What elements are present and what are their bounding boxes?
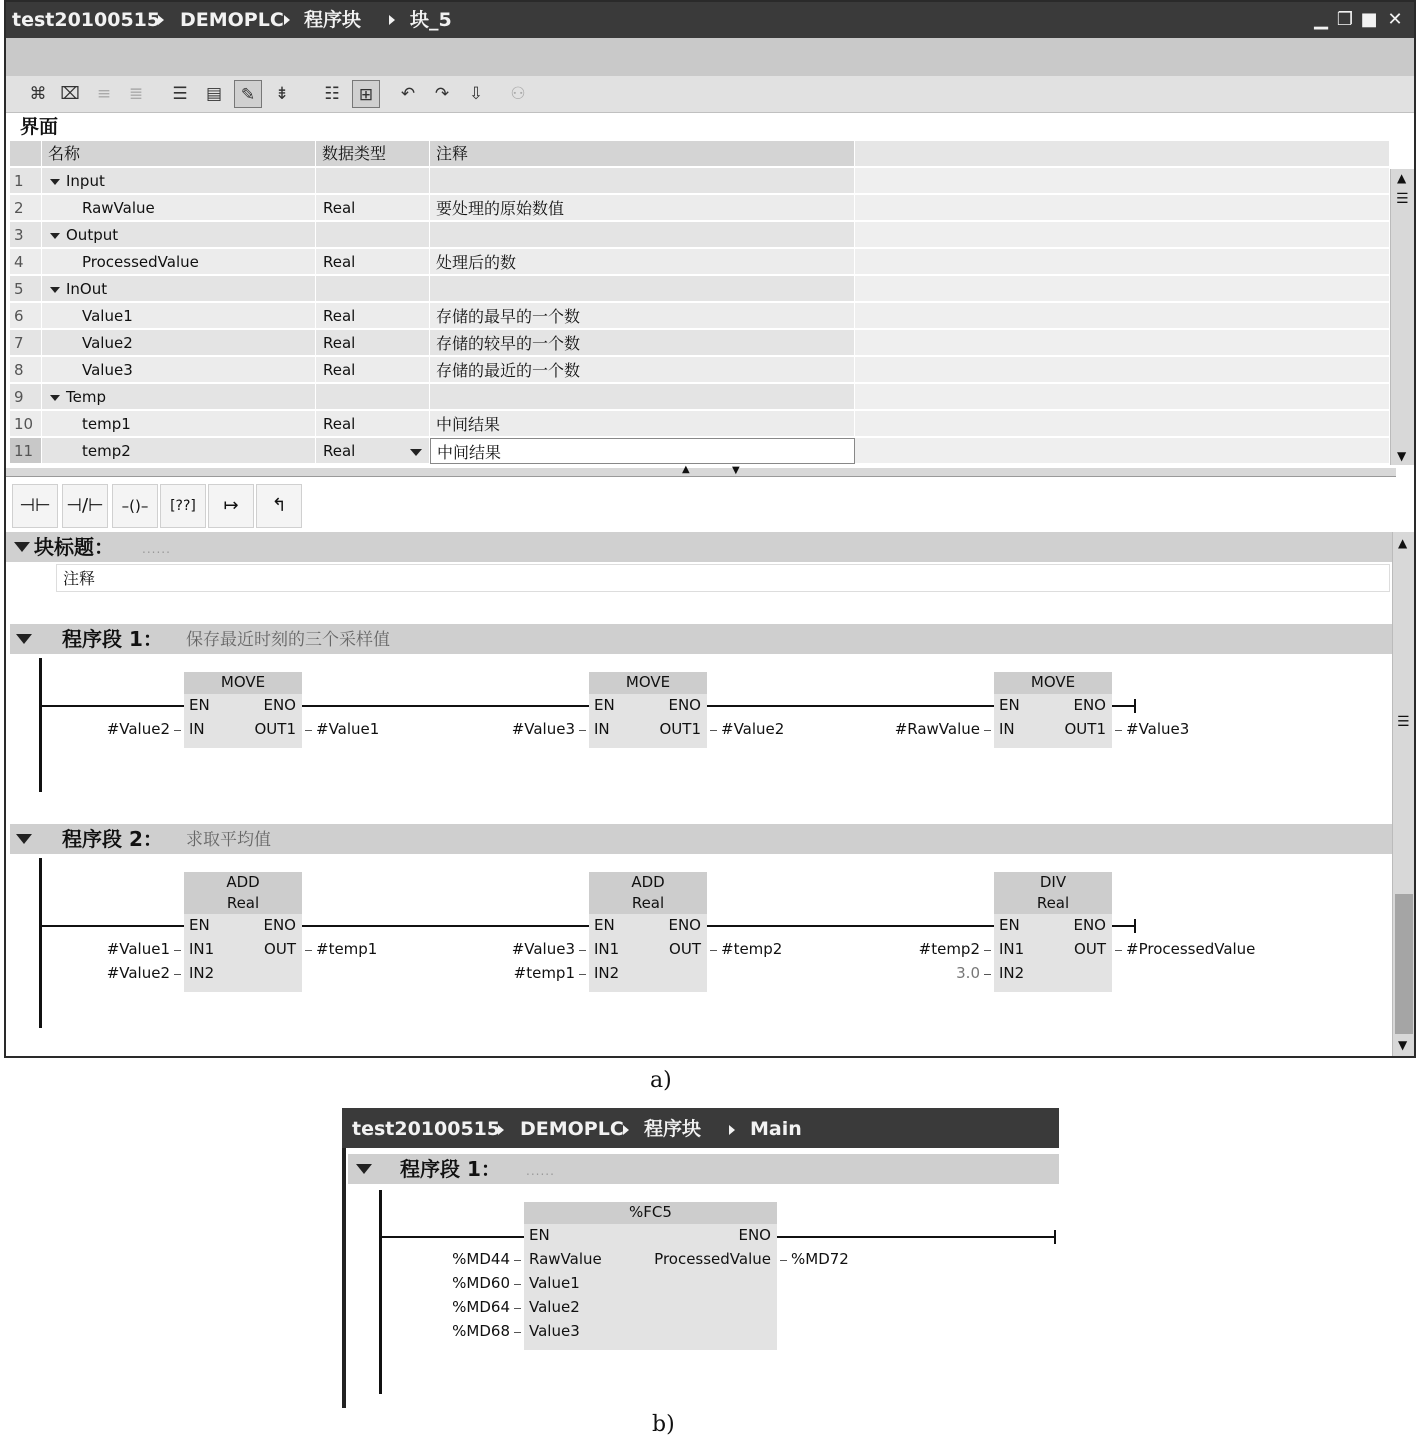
type-cell[interactable]: Real xyxy=(316,303,430,329)
input-operand[interactable]: #temp2 xyxy=(918,940,980,958)
function-block[interactable] xyxy=(452,1202,849,1350)
expand-triangle-icon[interactable] xyxy=(50,233,60,239)
row-number: 4 xyxy=(10,249,42,275)
output-pin: OUT xyxy=(669,940,701,958)
output-pin: OUT1 xyxy=(254,720,296,738)
block-type: MOVE xyxy=(1030,673,1076,691)
operand-dash xyxy=(579,730,586,731)
operand-dash xyxy=(305,950,312,951)
block-header xyxy=(184,672,302,694)
operand-dash xyxy=(174,950,181,951)
scroll-up-icon[interactable]: ▲ xyxy=(1397,171,1407,185)
wire-end xyxy=(1134,699,1136,713)
empty-cell xyxy=(855,168,1390,194)
block-datatype: Real xyxy=(226,894,260,912)
breadcrumb-separator-icon xyxy=(623,1125,629,1135)
block-datatype: Real xyxy=(1036,894,1070,912)
input-pin: IN2 xyxy=(999,964,1025,982)
splitter[interactable] xyxy=(6,464,1396,477)
empty-cell xyxy=(855,303,1390,329)
network-comment[interactable]: 求取平均值 xyxy=(186,830,271,850)
expand-triangle-icon[interactable] xyxy=(50,395,60,401)
close-branch-icon[interactable]: ↰ xyxy=(256,484,302,528)
row-number: 7 xyxy=(10,330,42,356)
empty-cell xyxy=(855,411,1390,437)
input-operand[interactable]: #RawValue xyxy=(894,720,980,738)
input-operand[interactable]: %MD60 xyxy=(452,1274,510,1292)
power-flow-wire xyxy=(302,705,589,707)
row-number: 8 xyxy=(10,357,42,383)
interface-scrollbar[interactable] xyxy=(1390,169,1415,465)
operand-dash xyxy=(514,1260,521,1261)
table-row[interactable] xyxy=(10,303,1390,330)
input-operand[interactable]: #Value3 xyxy=(511,940,575,958)
variable-name: temp1 xyxy=(82,415,131,433)
type-cell[interactable]: Real xyxy=(316,249,430,275)
power-flow-wire xyxy=(302,925,589,927)
breadcrumb-program-blocks[interactable]: 程序块 xyxy=(304,9,362,31)
comment-cell[interactable]: 中间结果 xyxy=(430,438,855,464)
editor-scroll-up-icon[interactable]: ▲ xyxy=(1398,536,1408,550)
output-operand[interactable]: #Value3 xyxy=(1126,720,1190,738)
operand-dash xyxy=(514,1308,521,1309)
editor-scrollbar[interactable] xyxy=(1392,532,1415,1056)
breadcrumb-block[interactable]: 块_5 xyxy=(410,9,452,31)
favorites-icon[interactable]: ☷ xyxy=(324,84,340,104)
collapse-network-icon[interactable] xyxy=(16,834,32,844)
output-operand[interactable]: #Value1 xyxy=(316,720,380,738)
power-flow-wire xyxy=(707,705,994,707)
breadcrumb-separator-icon xyxy=(729,1125,735,1135)
output-operand[interactable]: #temp2 xyxy=(721,940,783,958)
name-cell[interactable] xyxy=(42,438,316,464)
coil-icon[interactable]: –()– xyxy=(112,484,158,528)
output-operand[interactable]: #ProcessedValue xyxy=(1126,940,1256,958)
input-operand[interactable]: #temp1 xyxy=(513,964,575,982)
empty-cell xyxy=(855,384,1390,410)
window-b-left-border xyxy=(342,1148,346,1408)
editor-scroll-menu-icon[interactable]: ☰ xyxy=(1397,714,1410,730)
block-header xyxy=(994,672,1112,694)
input-operand[interactable]: #Value2 xyxy=(106,720,170,738)
block-header xyxy=(524,1202,777,1224)
input-pin: IN xyxy=(594,720,610,738)
comment-cell[interactable] xyxy=(430,168,855,194)
name-cell[interactable] xyxy=(42,411,316,437)
breadcrumb-separator-icon xyxy=(389,15,395,25)
operand-dash xyxy=(1115,950,1122,951)
table-row[interactable] xyxy=(10,276,1390,303)
operand-dash xyxy=(1115,730,1122,731)
operand-dash xyxy=(579,974,586,975)
wire-end-b xyxy=(1054,1230,1056,1244)
collapse-network-icon[interactable] xyxy=(356,1164,372,1174)
power-rail xyxy=(39,658,42,792)
input-pin: IN1 xyxy=(189,940,215,958)
output-pin: OUT1 xyxy=(659,720,701,738)
breadcrumb-separator-icon xyxy=(284,15,290,25)
operand-dash xyxy=(710,950,717,951)
function-block[interactable] xyxy=(918,872,1256,992)
input-pin: IN xyxy=(189,720,205,738)
variable-name: Value1 xyxy=(82,307,133,325)
output-operand[interactable]: #Value2 xyxy=(721,720,785,738)
type-cell[interactable]: Real xyxy=(316,195,430,221)
input-pin: IN1 xyxy=(594,940,620,958)
operand-dash xyxy=(984,950,991,951)
power-flow-wire xyxy=(1112,705,1134,707)
comment-cell[interactable]: 要处理的原始数值 xyxy=(430,195,855,221)
absolute-operands-icon[interactable]: ⇟ xyxy=(274,84,290,104)
input-pin: EN xyxy=(529,1226,550,1244)
network-label-b: 程序段 1： xyxy=(400,1157,501,1181)
operand-dash xyxy=(780,1260,787,1261)
empty-cell xyxy=(855,195,1390,221)
comment-cell[interactable] xyxy=(430,222,855,248)
input-operand[interactable]: %MD68 xyxy=(452,1322,510,1340)
type-cell[interactable] xyxy=(316,276,430,302)
output-pin: OUT1 xyxy=(1064,720,1106,738)
contact-no-icon[interactable]: ⊣⊢ xyxy=(12,484,58,528)
breadcrumb-project[interactable]: test20100515 xyxy=(12,9,161,31)
input-pin: IN2 xyxy=(594,964,620,982)
network-bar-b[interactable] xyxy=(348,1154,1059,1184)
variable-name: Temp xyxy=(66,388,106,406)
wire-en-b xyxy=(382,1236,524,1238)
block-title-placeholder[interactable]: ...... xyxy=(142,542,171,556)
name-cell[interactable] xyxy=(42,249,316,275)
input-pin: EN xyxy=(594,696,615,714)
empty-cell xyxy=(855,357,1390,383)
name-cell[interactable] xyxy=(42,384,316,410)
editor-scroll-thumb[interactable] xyxy=(1395,894,1413,1034)
empty-cell xyxy=(855,249,1390,275)
power-flow-wire xyxy=(1112,925,1134,927)
power-rail-b xyxy=(379,1190,382,1394)
block-datatype: Real xyxy=(631,894,665,912)
comment-cell[interactable]: 中间结果 xyxy=(430,411,855,437)
interface-title: 界面 xyxy=(20,116,59,138)
network-title-placeholder-b[interactable]: ...... xyxy=(526,1164,555,1178)
row-number-header xyxy=(10,141,42,166)
table-row[interactable] xyxy=(10,384,1390,411)
editor-scroll-down-icon[interactable]: ▼ xyxy=(1398,1038,1408,1052)
empty-cell xyxy=(855,222,1390,248)
network-label: 程序段 1： xyxy=(62,627,163,651)
table-row[interactable] xyxy=(10,168,1390,195)
operand-dash xyxy=(174,730,181,731)
input-operand[interactable]: %MD64 xyxy=(452,1298,510,1316)
contact-nc-icon[interactable]: ⊣/⊢ xyxy=(62,484,108,528)
empty-cell xyxy=(855,330,1390,356)
block-type: MOVE xyxy=(220,673,266,691)
type-cell[interactable]: Real xyxy=(316,357,430,383)
row-number: 9 xyxy=(10,384,42,410)
name-cell[interactable] xyxy=(42,330,316,356)
restore-icon[interactable]: ❐ xyxy=(1336,9,1354,30)
block-type: %FC5 xyxy=(629,1203,672,1221)
row-number: 5 xyxy=(10,276,42,302)
comment-cell[interactable] xyxy=(430,276,855,302)
monitor-icon[interactable]: ⇩ xyxy=(468,84,484,104)
input-pin: Value1 xyxy=(529,1274,580,1292)
title-bar xyxy=(6,2,1414,38)
type-dropdown-icon[interactable] xyxy=(410,449,422,456)
add-row-icon[interactable]: ≣ xyxy=(128,84,144,104)
table-row[interactable] xyxy=(10,411,1390,438)
type-cell[interactable] xyxy=(316,222,430,248)
block-header xyxy=(589,872,707,914)
breadcrumb-main-b[interactable]: Main xyxy=(750,1118,802,1140)
delete-network-icon[interactable]: ⌧ xyxy=(60,84,80,104)
breadcrumb-separator-icon xyxy=(158,15,164,25)
close-all-icon[interactable]: ▤ xyxy=(205,84,223,104)
empty-cell xyxy=(855,438,1390,464)
block-title-bar[interactable] xyxy=(6,532,1394,562)
output-pin: ENO xyxy=(1073,916,1106,934)
input-pin: EN xyxy=(594,916,615,934)
prev-error-icon[interactable]: ↷ xyxy=(434,84,450,104)
block-title-label: 块标题： xyxy=(34,535,114,559)
block-comment[interactable]: 注释 xyxy=(56,564,1390,592)
function-block[interactable] xyxy=(511,872,783,992)
power-flow-wire xyxy=(42,925,184,927)
open-branch-icon[interactable]: ↦ xyxy=(208,484,254,528)
box-view-icon[interactable]: ⊞ xyxy=(352,80,380,108)
output-pin: ENO xyxy=(668,916,701,934)
tab-strip xyxy=(6,38,1414,76)
editor-window-a xyxy=(4,0,1416,1058)
wire-end xyxy=(1134,919,1136,933)
block-type: MOVE xyxy=(625,673,671,691)
row-number: 3 xyxy=(10,222,42,248)
variable-name: Output xyxy=(66,226,119,244)
power-flow-wire xyxy=(707,925,994,927)
function-block[interactable] xyxy=(511,672,785,748)
variable-name: Value3 xyxy=(82,361,133,379)
network-comment[interactable]: 保存最近时刻的三个采样值 xyxy=(186,630,390,650)
table-row[interactable] xyxy=(10,357,1390,384)
input-operand[interactable]: #Value3 xyxy=(511,720,575,738)
input-pin: EN xyxy=(999,916,1020,934)
breadcrumb-plc-b[interactable]: DEMOPLC xyxy=(520,1118,624,1140)
caption-a: a) xyxy=(650,1068,672,1093)
empty-box-icon[interactable]: [??] xyxy=(160,484,206,528)
column-header-empty xyxy=(855,141,1390,166)
row-number: 10 xyxy=(10,411,42,437)
input-pin: EN xyxy=(189,916,210,934)
table-row[interactable] xyxy=(10,330,1390,357)
empty-cell xyxy=(855,276,1390,302)
maximize-icon[interactable]: ■ xyxy=(1360,9,1378,30)
variable-name: ProcessedValue xyxy=(82,253,199,271)
operand-dash xyxy=(305,730,312,731)
block-type: ADD xyxy=(226,873,260,891)
input-pin: EN xyxy=(189,696,210,714)
compare-icon[interactable]: ⚇ xyxy=(510,84,526,104)
input-operand[interactable]: 3.0 xyxy=(956,964,980,982)
comment-cell[interactable]: 存储的较早的一个数 xyxy=(430,330,855,356)
caption-b: b) xyxy=(652,1412,675,1437)
network-header[interactable] xyxy=(10,624,1394,654)
row-number: 11 xyxy=(10,438,42,464)
input-pin: RawValue xyxy=(529,1250,602,1268)
column-header-type[interactable]: 数据类型 xyxy=(316,141,430,166)
operand-dash xyxy=(579,950,586,951)
block-toolbar xyxy=(6,76,1414,113)
expand-triangle-icon[interactable] xyxy=(50,179,60,185)
operand-dash xyxy=(984,974,991,975)
name-cell[interactable] xyxy=(42,168,316,194)
splitter-up-icon[interactable]: ▲ xyxy=(682,464,690,475)
name-cell[interactable] xyxy=(42,222,316,248)
open-all-icon[interactable]: ☰ xyxy=(172,84,188,104)
output-pin: ProcessedValue xyxy=(654,1250,771,1268)
name-cell[interactable] xyxy=(42,357,316,383)
column-header-comment[interactable]: 注释 xyxy=(430,141,855,166)
variable-name: temp2 xyxy=(82,442,131,460)
type-cell[interactable] xyxy=(316,168,430,194)
scroll-down-icon[interactable]: ▼ xyxy=(1397,449,1407,463)
collapse-block-title-icon[interactable] xyxy=(14,542,30,552)
power-rail xyxy=(39,858,42,1028)
type-cell[interactable]: Real xyxy=(316,438,430,464)
input-operand[interactable]: #Value2 xyxy=(106,964,170,982)
name-cell[interactable] xyxy=(42,195,316,221)
input-operand[interactable]: #Value1 xyxy=(106,940,170,958)
name-cell[interactable] xyxy=(42,276,316,302)
output-pin: ENO xyxy=(263,916,296,934)
comment-cell[interactable]: 存储的最近的一个数 xyxy=(430,357,855,383)
input-pin: IN xyxy=(999,720,1015,738)
table-row[interactable] xyxy=(10,249,1390,276)
power-flow-wire xyxy=(42,705,184,707)
network-label: 程序段 2： xyxy=(62,827,163,851)
operand-dash xyxy=(514,1332,521,1333)
comments-icon[interactable]: ✎ xyxy=(234,80,262,108)
operand-dash xyxy=(984,730,991,731)
editor-window-b xyxy=(342,1108,1059,1408)
comment-cell[interactable]: 存储的最早的一个数 xyxy=(430,303,855,329)
comment-cell[interactable]: 处理后的数 xyxy=(430,249,855,275)
table-row[interactable] xyxy=(10,438,1390,465)
output-pin: OUT xyxy=(1074,940,1106,958)
output-pin: ENO xyxy=(1073,696,1106,714)
collapse-network-icon[interactable] xyxy=(16,634,32,644)
type-cell[interactable] xyxy=(316,384,430,410)
row-number: 2 xyxy=(10,195,42,221)
operand-dash xyxy=(710,730,717,731)
input-pin: IN1 xyxy=(999,940,1025,958)
column-header-name[interactable]: 名称 xyxy=(42,141,316,166)
scroll-menu-icon[interactable]: ☰ xyxy=(1396,191,1409,207)
table-row[interactable] xyxy=(10,222,1390,249)
name-cell[interactable] xyxy=(42,303,316,329)
function-block[interactable] xyxy=(106,872,378,992)
network-header[interactable] xyxy=(10,824,1394,854)
breadcrumb-project-b[interactable]: test20100515 xyxy=(352,1118,501,1140)
input-pin: Value3 xyxy=(529,1322,580,1340)
block-type: DIV xyxy=(1039,873,1067,891)
close-icon[interactable]: ✕ xyxy=(1387,9,1403,30)
input-pin: Value2 xyxy=(529,1298,580,1316)
breadcrumb-separator-icon xyxy=(498,1125,504,1135)
block-header xyxy=(994,872,1112,914)
expand-triangle-icon[interactable] xyxy=(50,287,60,293)
input-operand[interactable]: %MD44 xyxy=(452,1250,510,1268)
output-operand[interactable]: #temp1 xyxy=(316,940,378,958)
input-pin: IN2 xyxy=(189,964,215,982)
function-block[interactable] xyxy=(106,672,380,748)
variable-name: Value2 xyxy=(82,334,133,352)
table-row[interactable] xyxy=(10,195,1390,222)
comment-cell[interactable] xyxy=(430,384,855,410)
block-header xyxy=(589,672,707,694)
variable-name: Input xyxy=(66,172,105,190)
next-error-icon[interactable]: ↶ xyxy=(400,84,416,104)
row-number: 6 xyxy=(10,303,42,329)
wire-eno-b xyxy=(777,1236,1055,1238)
output-pin: ENO xyxy=(738,1226,771,1244)
operand-dash xyxy=(514,1284,521,1285)
input-pin: EN xyxy=(999,696,1020,714)
splitter-down-icon[interactable]: ▼ xyxy=(732,465,740,476)
output-pin: ENO xyxy=(263,696,296,714)
insert-row-icon[interactable]: ≡ xyxy=(96,84,112,104)
output-operand[interactable]: %MD72 xyxy=(791,1250,849,1268)
breadcrumb-plc[interactable]: DEMOPLC xyxy=(180,9,284,31)
type-cell[interactable]: Real xyxy=(316,411,430,437)
title-bar-b xyxy=(342,1108,1059,1148)
row-number: 1 xyxy=(10,168,42,194)
function-block[interactable] xyxy=(894,672,1190,748)
variable-name: InOut xyxy=(66,280,108,298)
operand-dash xyxy=(174,974,181,975)
output-pin: ENO xyxy=(668,696,701,714)
block-header xyxy=(184,872,302,914)
type-cell[interactable]: Real xyxy=(316,330,430,356)
insert-network-icon[interactable]: ⌘ xyxy=(29,84,47,104)
breadcrumb-program-blocks-b[interactable]: 程序块 xyxy=(644,1118,702,1140)
output-pin: OUT xyxy=(264,940,296,958)
minimize-icon[interactable]: ▁ xyxy=(1314,9,1328,30)
variable-name: RawValue xyxy=(82,199,155,217)
block-type: ADD xyxy=(631,873,665,891)
